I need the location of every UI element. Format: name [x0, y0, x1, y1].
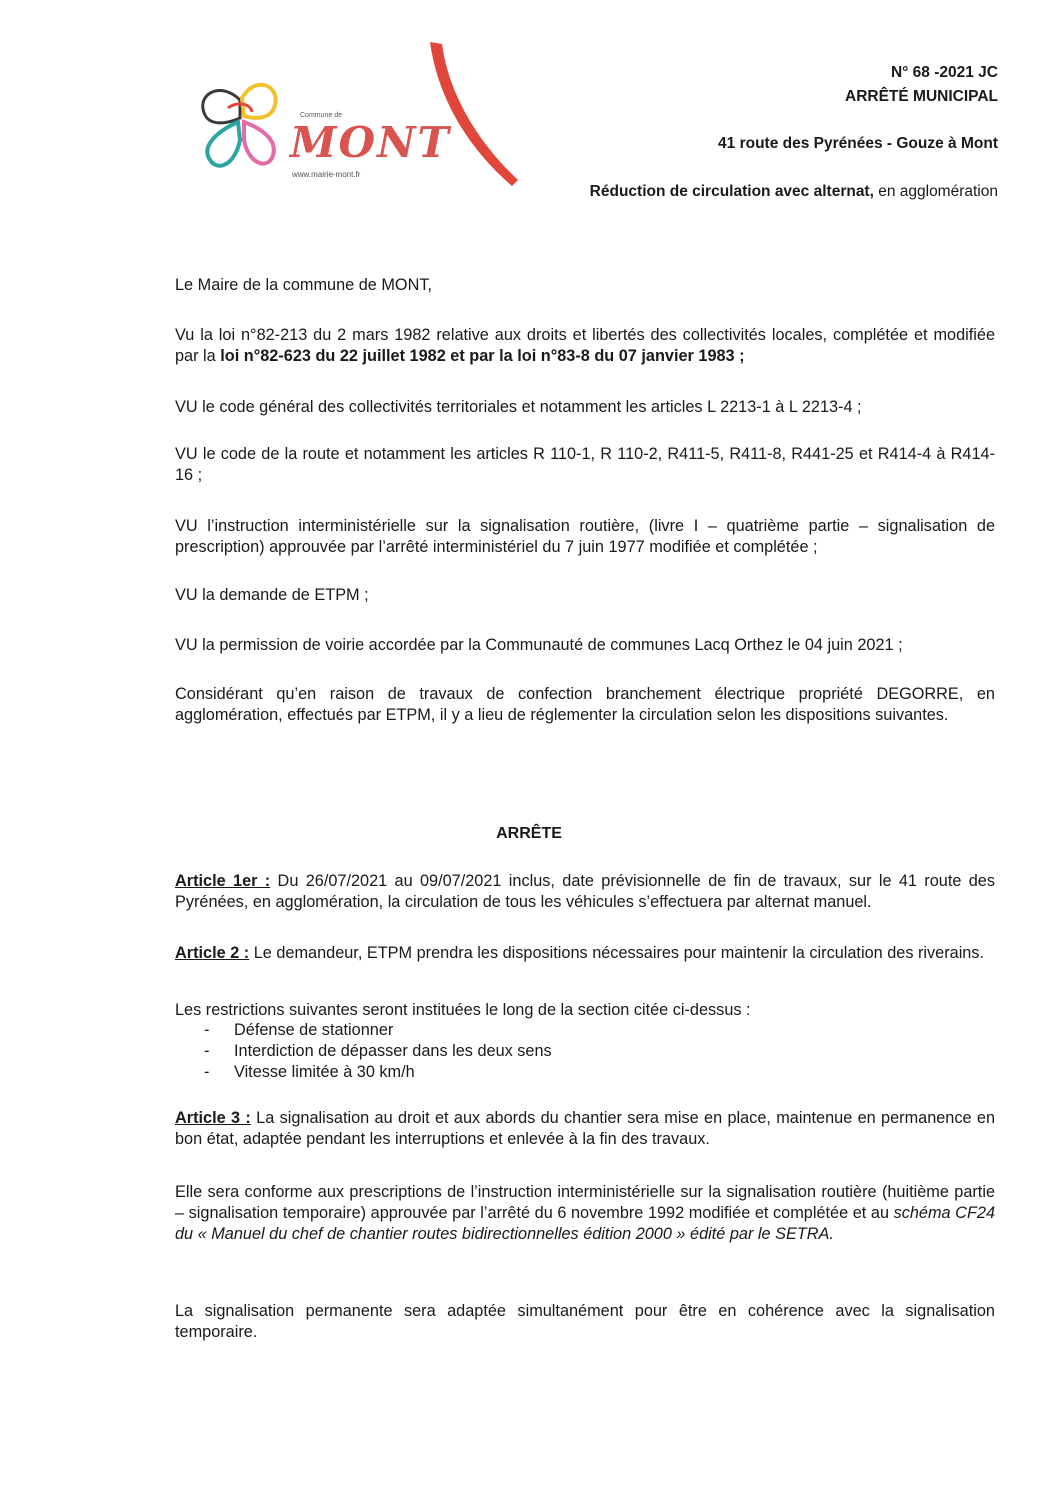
article-1-label: Article 1er :	[175, 872, 271, 890]
vu-paragraph-4: VU l’instruction interministérielle sur la signalisation routière, (livre I – quatrième partie – signalisation de prescription) approuvée par l’arrêté interministériel du 7 juin 1977 modifiée et complétée ;	[175, 517, 995, 556]
restrictions-list	[200, 1020, 552, 1083]
address-line: 41 route des Pyrénées - Gouze à Mont	[718, 135, 998, 152]
article-3-label: Article 3 :	[175, 1109, 251, 1127]
vu-paragraph-1	[175, 325, 995, 367]
subject-line	[590, 183, 998, 201]
logo-wordmark: MONT	[290, 118, 451, 167]
vu-paragraph-6: VU la permission de voirie accordée par la Communauté de communes Lacq Orthez le 04 juin 2021 ;	[175, 636, 903, 654]
vu1-bold: loi n°82-623 du 22 juillet 1982 et par la loi n°83-8 du 07 janvier 1983 ;	[220, 347, 745, 365]
considerant-paragraph: Considérant qu’en raison de travaux de confection branchement électrique propriété DEGORRE, en agglomération, effectués par ETPM, il y a lieu de réglementer la circulation selon les dispositions suivantes.	[175, 685, 995, 724]
article-3-p2-text: Elle sera conforme aux prescriptions de l’instruction interministérielle sur la signalisation routière (huitième partie – signalisation temporaire) approuvée par l’arrêté du 6 novembre 1992 modifiée et complétée et au	[175, 1183, 995, 1222]
list-item: - Défense de stationner	[200, 1020, 552, 1041]
list-item: - Vitesse limitée à 30 km/h	[200, 1062, 552, 1083]
mayor-line: Le Maire de la commune de MONT,	[175, 276, 432, 294]
article-1-text: Du 26/07/2021 au 09/07/2021 inclus, date prévisionnelle de fin de travaux, sur le 41 route des Pyrénées, en agglomération, la circulation de tous les véhicules s’effectuera par alternat manuel.	[175, 872, 995, 911]
article-3-p2-italic: schéma CF24 du « Manuel du chef de chantier routes bidirectionnelles édition 2000 » édité par le SETRA.	[175, 1204, 995, 1243]
vu1-text: Vu la loi n°82-213 du 2 mars 1982 relative aux droits et libertés des collectivités locales, complétée et modifiée par la	[175, 326, 995, 365]
subject-light: en agglomération	[873, 183, 998, 200]
list-item: - Interdiction de dépasser dans les deux sens	[200, 1041, 552, 1062]
vu-paragraph-3: VU le code de la route et notamment les articles R 110-1, R 110-2, R411-5, R411-8, R441-25 et R414-4 à R414-16 ;	[175, 445, 995, 484]
article-2-text: Le demandeur, ETPM prendra les dispositions nécessaires pour maintenir la circulation des riverains.	[249, 944, 985, 962]
document-type: ARRÊTÉ MUNICIPAL	[845, 88, 998, 105]
article-1	[175, 871, 995, 913]
article-2-label: Article 2 :	[175, 944, 250, 962]
subject-bold: Réduction de circulation avec alternat,	[589, 183, 874, 200]
logo-url: www.mairie-mont.fr	[292, 170, 361, 179]
logo-small-text: Commune de	[300, 112, 343, 119]
article-3	[175, 1108, 995, 1150]
article-3-paragraph-3: La signalisation permanente sera adaptée simultanément pour être en cohérence avec la signalisation temporaire.	[175, 1302, 995, 1341]
article-3-text: La signalisation au droit et aux abords du chantier sera mise en place, maintenue en permanence en bon état, adaptée pendant les interruptions et enlevée à la fin des travaux.	[175, 1109, 995, 1148]
vu-paragraph-2: VU le code général des collectivités territoriales et notamment les articles L 2213-1 à L 2213-4 ;	[175, 398, 862, 416]
article-2	[175, 943, 995, 964]
article-3-paragraph-2	[175, 1182, 995, 1245]
arrete-number: N° 68 -2021 JC	[890, 64, 998, 81]
arrete-heading: ARRÊTE	[496, 825, 562, 842]
restrictions-intro: Les restrictions suivantes seront instituées le long de la section citée ci-dessus :	[175, 1001, 751, 1019]
vu-paragraph-5: VU la demande de ETPM ;	[175, 586, 369, 604]
